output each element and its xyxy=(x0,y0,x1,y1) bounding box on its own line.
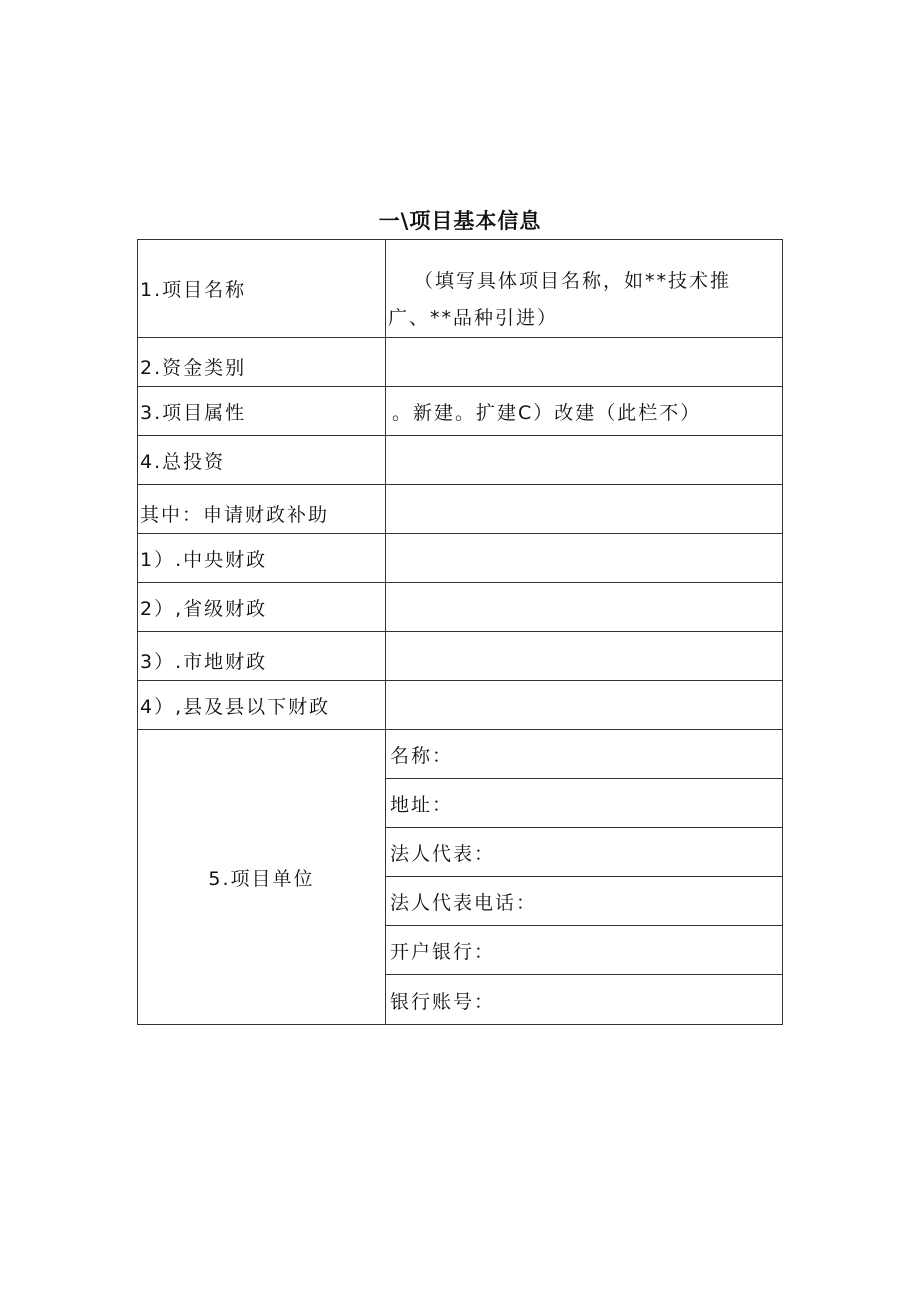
table-row xyxy=(138,681,783,730)
project-name-hint-line1: （填写具体项目名称，如**技术推 xyxy=(414,270,732,292)
total-investment-value xyxy=(388,471,394,479)
unit-bank-cell[interactable] xyxy=(386,926,783,975)
table-row xyxy=(138,240,783,338)
unit-account-cell[interactable] xyxy=(386,975,783,1025)
provincial-finance-label-cell xyxy=(138,583,386,632)
unit-legal-rep-field-label: 法人代表： xyxy=(390,843,496,865)
table-row xyxy=(138,338,783,387)
table-row xyxy=(138,387,783,436)
fiscal-subsidy-label: 其中：申请财政补助 xyxy=(140,504,330,526)
table-row xyxy=(138,534,783,583)
project-attribute-label: 3.项目属性 xyxy=(140,401,247,424)
unit-legal-rep-phone-field-label: 法人代表电话： xyxy=(390,892,538,914)
central-finance-value xyxy=(388,569,394,577)
total-investment-label-cell xyxy=(138,436,386,485)
municipal-finance-value xyxy=(388,667,394,675)
project-attribute-value: 。新建。扩建C）改建（此栏不） xyxy=(392,401,702,424)
project-info-table xyxy=(137,239,783,1025)
fiscal-subsidy-value-cell[interactable] xyxy=(386,485,783,534)
total-investment-value-cell[interactable] xyxy=(386,436,783,485)
fund-category-label: 2.资金类别 xyxy=(140,357,247,379)
project-name-label: 1.项目名称 xyxy=(140,279,247,301)
central-finance-value-cell[interactable] xyxy=(386,534,783,583)
provincial-finance-label: 2）,省级财政 xyxy=(140,597,268,620)
unit-address-cell[interactable] xyxy=(386,779,783,828)
unit-account-field-label: 银行账号： xyxy=(390,991,496,1013)
total-investment-label: 4.总投资 xyxy=(140,450,226,473)
county-finance-label-cell xyxy=(138,681,386,730)
county-finance-label: 4）,县及县以下财政 xyxy=(140,695,331,718)
provincial-finance-value xyxy=(388,618,394,626)
project-name-hint-line2: 广、**品种引进） xyxy=(388,307,559,329)
county-finance-value xyxy=(388,716,394,724)
project-unit-label-cell xyxy=(138,730,386,1025)
unit-legal-rep-cell[interactable] xyxy=(386,828,783,877)
municipal-finance-label-cell xyxy=(138,632,386,681)
unit-bank-field-label: 开户银行： xyxy=(390,941,496,963)
table-row xyxy=(138,583,783,632)
municipal-finance-label: 3）.市地财政 xyxy=(140,651,268,673)
unit-legal-rep-phone-cell[interactable] xyxy=(386,877,783,926)
unit-address-field-label: 地址： xyxy=(390,794,454,816)
municipal-finance-value-cell[interactable] xyxy=(386,632,783,681)
table-row xyxy=(138,436,783,485)
table-row xyxy=(138,730,783,779)
unit-name-field-label: 名称： xyxy=(390,745,454,767)
county-finance-value-cell[interactable] xyxy=(386,681,783,730)
fiscal-subsidy-label-cell xyxy=(138,485,386,534)
project-name-label-cell xyxy=(138,240,386,338)
page-title: 一\项目基本信息 xyxy=(378,209,542,233)
central-finance-label: 1）.中央财政 xyxy=(140,548,268,571)
fiscal-subsidy-value xyxy=(388,520,394,528)
fund-category-value-cell[interactable] xyxy=(386,338,783,387)
central-finance-label-cell xyxy=(138,534,386,583)
provincial-finance-value-cell[interactable] xyxy=(386,583,783,632)
table-row xyxy=(138,632,783,681)
project-unit-label: 5.项目单位 xyxy=(208,867,315,890)
fund-category-label-cell xyxy=(138,338,386,387)
fund-category-value xyxy=(388,373,394,381)
table-row xyxy=(138,485,783,534)
project-attribute-label-cell xyxy=(138,387,386,436)
project-attribute-value-cell[interactable] xyxy=(386,387,783,436)
unit-name-cell[interactable] xyxy=(386,730,783,779)
project-name-value-cell[interactable] xyxy=(386,240,783,338)
